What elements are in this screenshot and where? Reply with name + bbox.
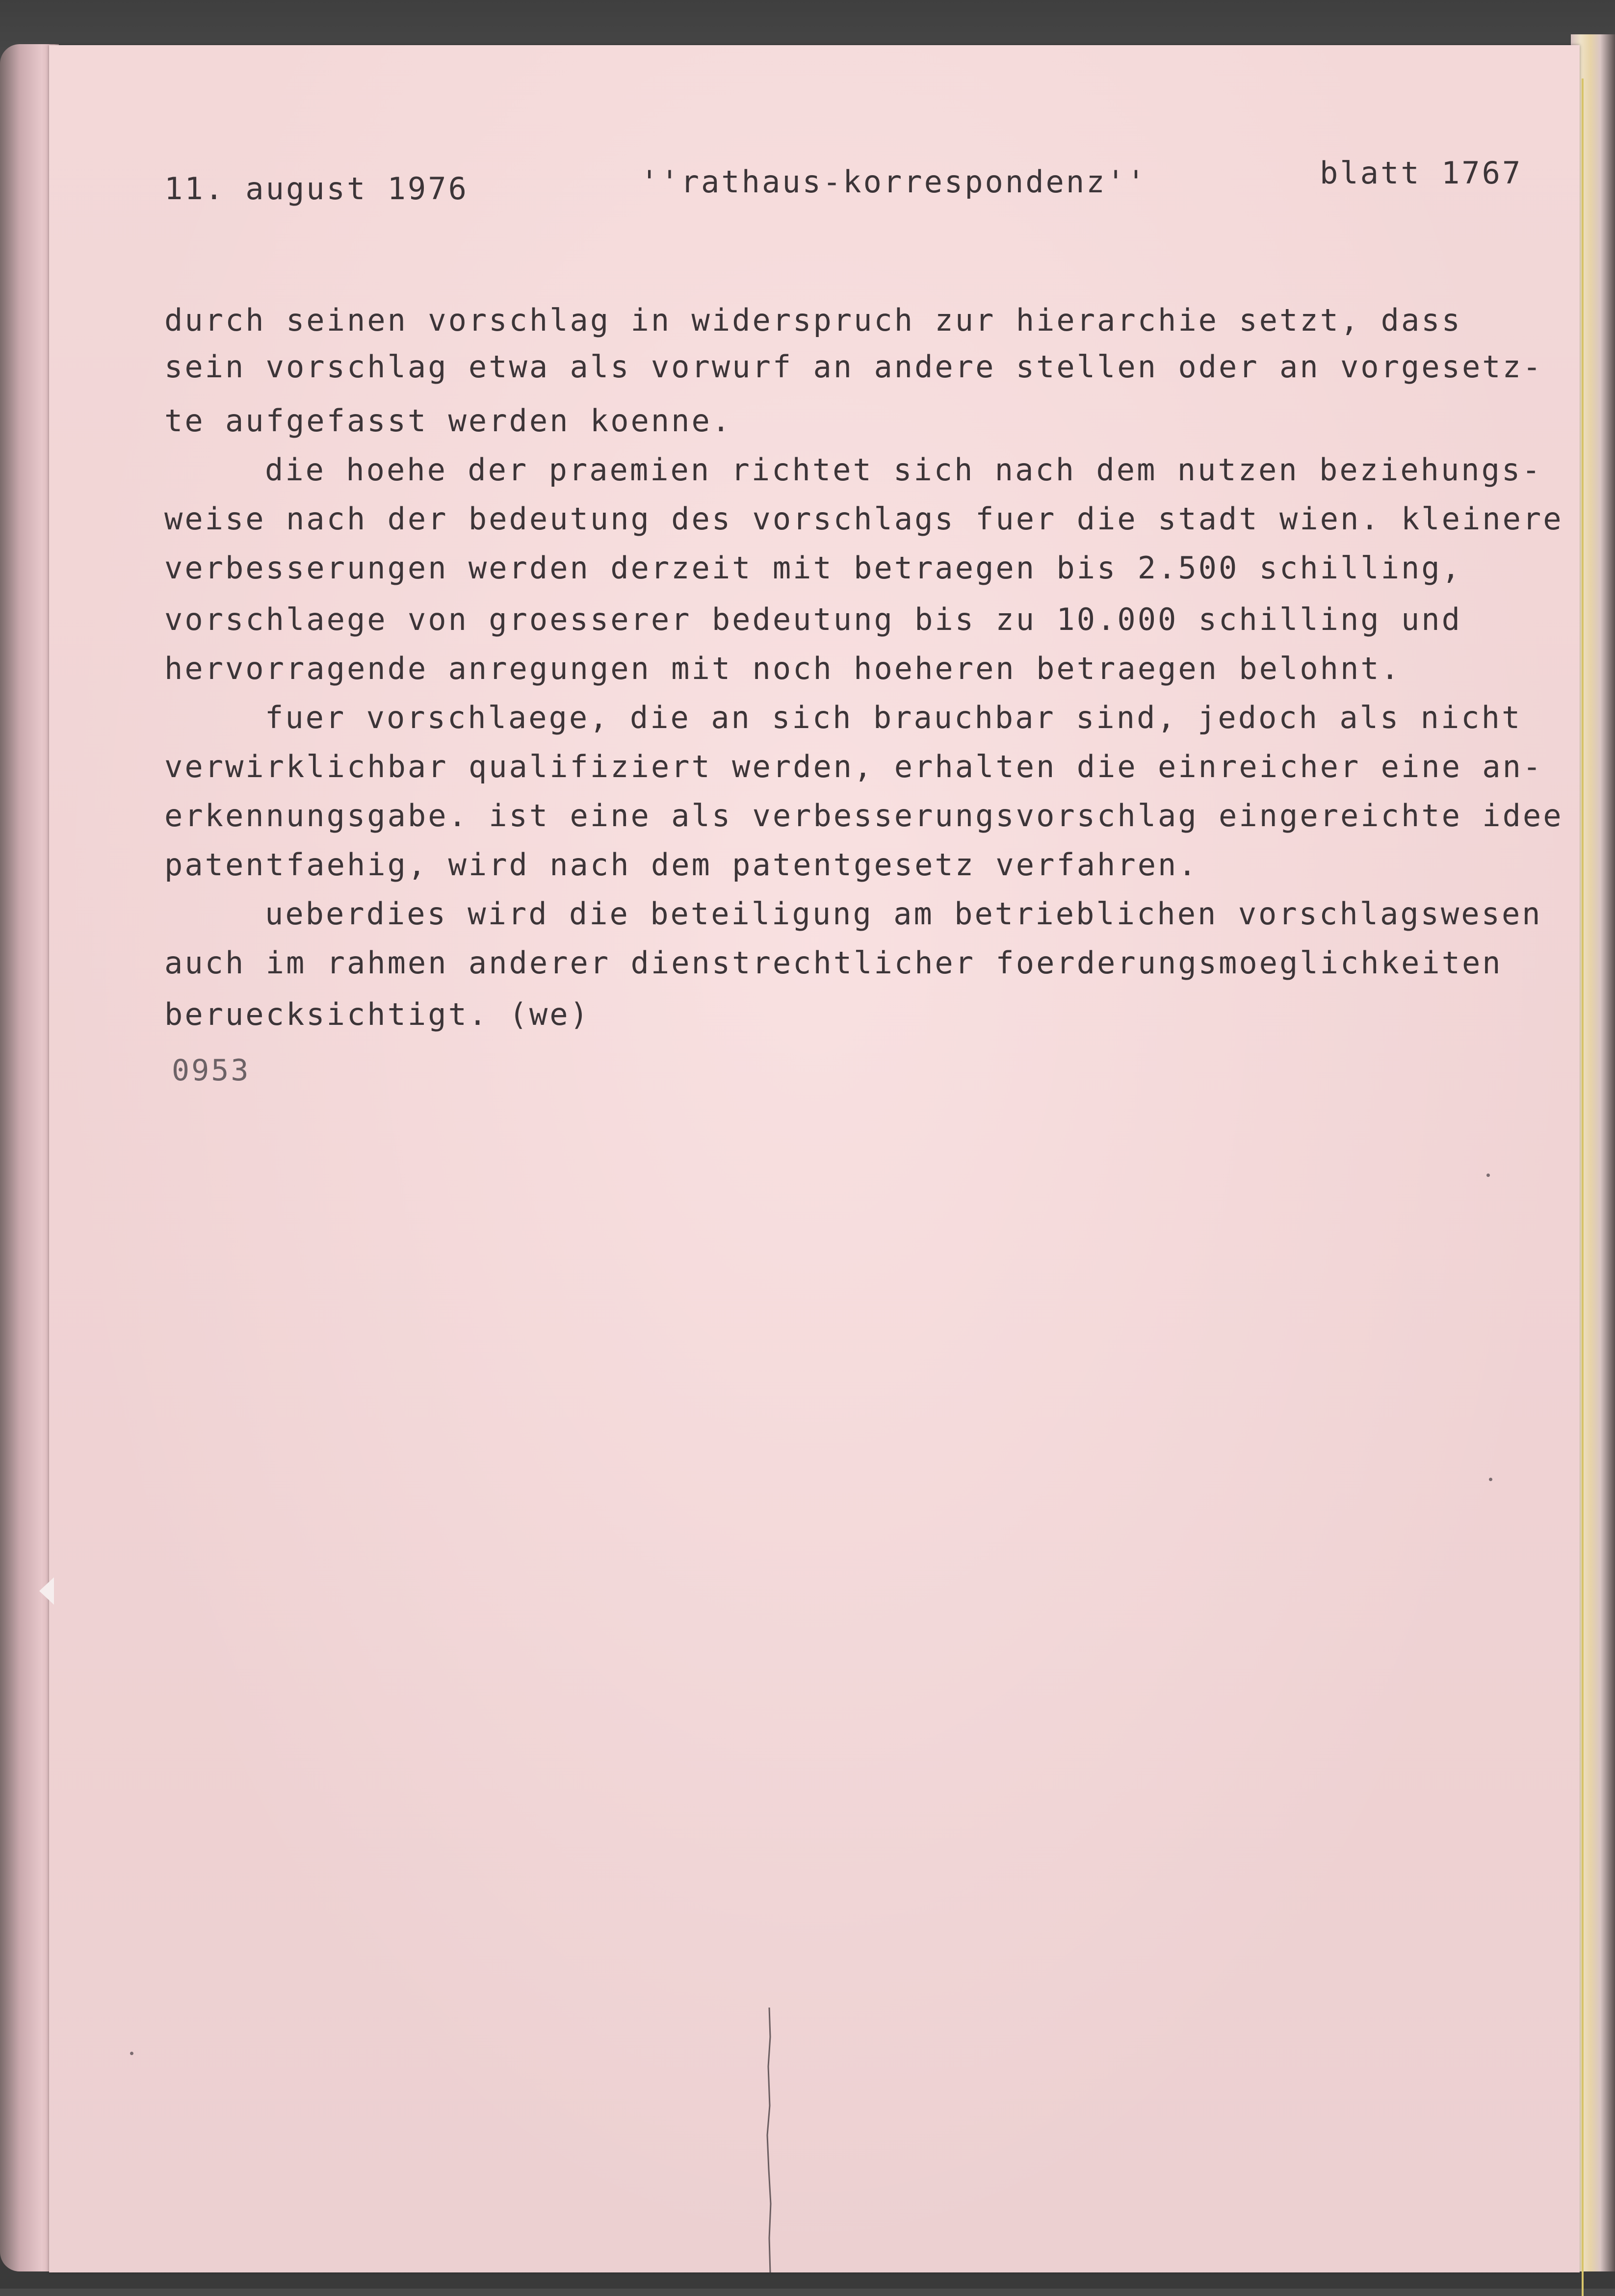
body-line: die hoehe der praemien richtet sich nach dem nutzen beziehungs- <box>265 452 1542 488</box>
paper-crease-mark <box>759 2008 779 2272</box>
header-sheet-number: blatt 1767 <box>1320 155 1523 191</box>
scan-speck <box>1486 1174 1490 1177</box>
page-edge-line <box>1582 78 1584 2296</box>
scan-speck <box>1489 1478 1492 1481</box>
body-line: ueberdies wird die beteiligung am betrieblichen vorschlagswesen <box>265 896 1542 932</box>
body-line: fuer vorschlaege, die an sich brauchbar sind, jedoch als nicht <box>265 700 1522 735</box>
scan-speck <box>130 2052 133 2055</box>
page-tab-mark <box>39 1577 54 1605</box>
body-line: hervorragende anregungen mit noch hoeheren betraegen belohnt. <box>164 651 1401 686</box>
body-line: auch im rahmen anderer dienstrechtlicher foerderungsmoeglichkeiten <box>164 945 1503 981</box>
body-line: vorschlaege von groesserer bedeutung bis zu 10.000 schilling und <box>164 601 1462 637</box>
body-line: verwirklichbar qualifiziert werden, erhalten die einreicher eine an- <box>164 749 1543 784</box>
body-line: erkennungsgabe. ist eine als verbesserungsvorschlag eingereichte idee <box>164 798 1563 834</box>
document-code: 0953 <box>172 1053 251 1088</box>
body-line: durch seinen vorschlag in widerspruch zur hierarchie setzt, dass <box>164 302 1462 338</box>
body-line: weise nach der bedeutung des vorschlags fuer die stadt wien. kleinere <box>164 501 1563 537</box>
header-publication: ''rathaus-korrespondenz'' <box>640 164 1147 200</box>
body-line: patentfaehig, wird nach dem patentgesetz verfahren. <box>164 847 1198 883</box>
body-line: sein vorschlag etwa als vorwurf an andere stellen oder an vorgesetz- <box>164 349 1543 385</box>
body-line: beruecksichtigt. (we) <box>164 996 590 1032</box>
header-date: 11. august 1976 <box>164 171 469 207</box>
document-page <box>49 45 1580 2272</box>
body-line: verbesserungen werden derzeit mit betraegen bis 2.500 schilling, <box>164 550 1462 586</box>
body-line: te aufgefasst werden koenne. <box>164 403 732 439</box>
